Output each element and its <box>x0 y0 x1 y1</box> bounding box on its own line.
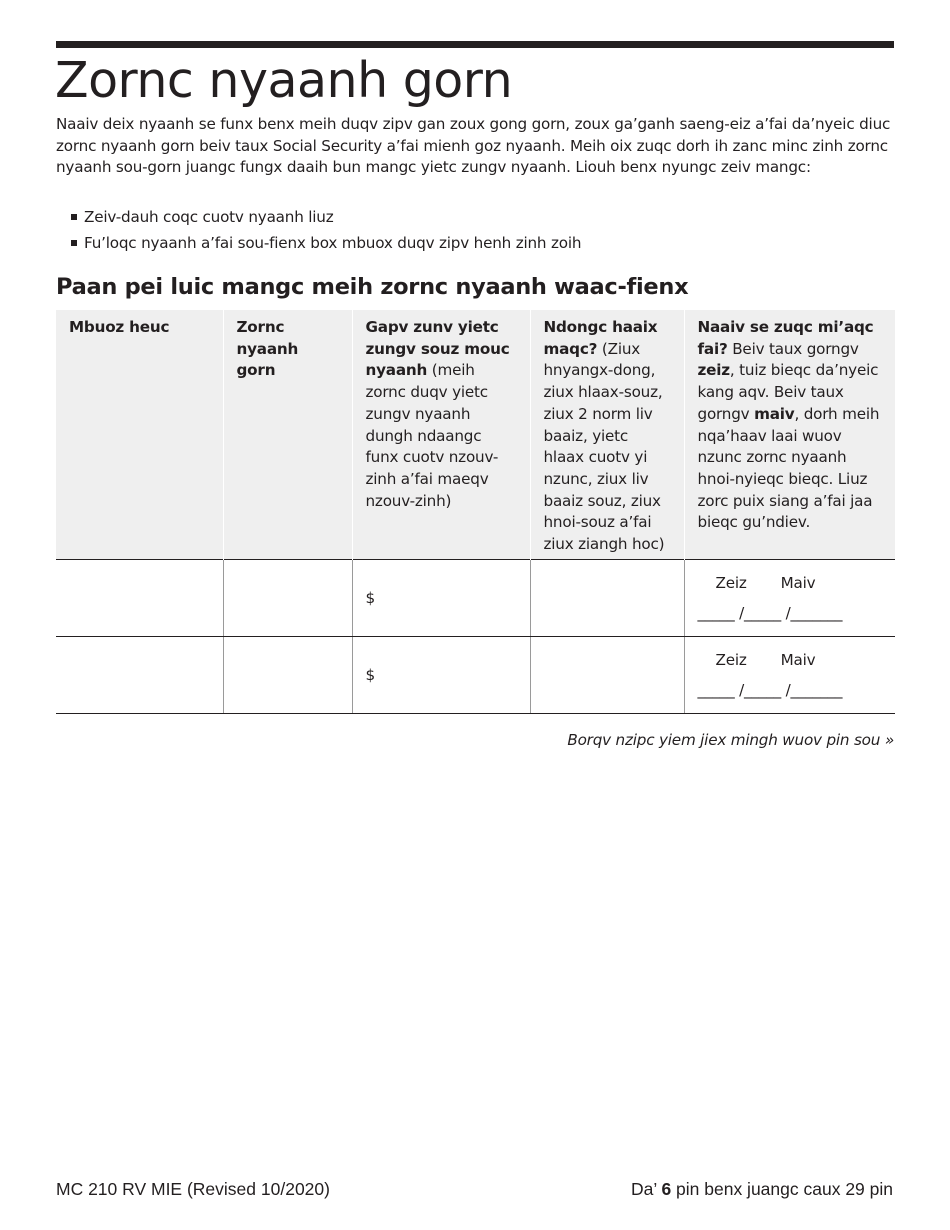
name-cell[interactable] <box>56 560 223 637</box>
header-ended: Naaiv se zuqc mi’aqc fai? Beiv taux gorngv zeiz, tuiz bieqc da’nyeic kang aqv. Beiv taux gorngv maiv, dorh meih nqa’haav laai wuov nzunc zornc nyaanh hnoi-nyieqc bieqc. Liuz zorc puix siang a’fai jaa bieqc gu’ndiev. <box>684 310 895 560</box>
bullet-square-icon <box>71 240 77 246</box>
yes-option[interactable]: Zeiz <box>715 651 747 669</box>
ended-cell <box>684 560 895 637</box>
header-gross-amount: Gapv zunv yietc zungv souz mouc nyaanh (meih zornc duqv yietc zungv nyaanh dungh ndaangc funx cuotv nzouv-zinh a’fai maeqv nzouv-zinh) <box>352 310 530 560</box>
header-frequency: Ndongc haaix maqc? (Ziux hnyangx-dong, ziux hlaax-souz, ziux 2 norm liv baaiz, yietc hlaax cuotv yi nzunc, ziux liv baaiz souz, ziux hnoi-souz a’fai ziux ziangh hoc) <box>530 310 684 560</box>
table-row <box>56 637 895 714</box>
income-source-cell[interactable] <box>223 560 352 637</box>
no-option[interactable]: Maiv <box>780 651 816 669</box>
income-source-cell[interactable] <box>223 637 352 714</box>
header-income-source: Zornc nyaanh gorn <box>223 310 352 560</box>
table-row <box>56 560 895 637</box>
ended-cell <box>684 637 895 714</box>
form-id: MC 210 RV MIE (Revised 10/2020) <box>56 1179 330 1199</box>
dollar-sign: $ <box>365 589 375 607</box>
yes-option[interactable]: Zeiz <box>715 574 747 592</box>
bullet-text: Zeiv-dauh coqc cuotv nyaanh liuz <box>84 208 334 226</box>
frequency-cell[interactable] <box>530 637 684 714</box>
date-field[interactable]: _____ /_____ /_______ <box>697 681 843 699</box>
section-heading: Paan pei luic mangc meih zornc nyaanh waac-fienx <box>56 274 689 300</box>
frequency-cell[interactable] <box>530 560 684 637</box>
amount-cell[interactable] <box>352 560 530 637</box>
no-option[interactable]: Maiv <box>780 574 816 592</box>
name-cell[interactable] <box>56 637 223 714</box>
bullet-list <box>56 207 581 259</box>
bullet-square-icon <box>71 214 77 220</box>
page-title: Zornc nyaanh gorn <box>55 52 513 109</box>
dollar-sign: $ <box>365 666 375 684</box>
continue-note: Borqv nzipc yiem jiex mingh wuov pin sou » <box>567 731 894 749</box>
top-rule <box>56 41 894 48</box>
amount-cell[interactable] <box>352 637 530 714</box>
table-header-row <box>56 310 895 560</box>
list-item <box>56 233 581 259</box>
list-item <box>56 207 581 233</box>
bullet-text: Fu’loqc nyaanh a’fai sou-fienx box mbuox duqv zipv henh zinh zoih <box>84 234 582 252</box>
header-name: Mbuoz heuc <box>56 310 223 560</box>
income-table <box>56 310 895 714</box>
date-field[interactable]: _____ /_____ /_______ <box>697 604 843 622</box>
page-number: Da’ 6 pin benx juangc caux 29 pin <box>630 1179 893 1199</box>
intro-paragraph: Naaiv deix nyaanh se funx benx meih duqv zipv gan zoux gong gorn, zoux ga’ganh saeng-eiz a’fai da’nyeic diuc zornc nyaanh gorn beiv taux Social Security a’fai mienh goz nyaanh. Meih oix zuqc dorh ih zanc minc zinh zornc nyaanh sou-gorn juangc fungx daaih bun mangc yietc zungv nyaanh. Liouh benx nyungc zeiv mangc: <box>56 115 891 176</box>
